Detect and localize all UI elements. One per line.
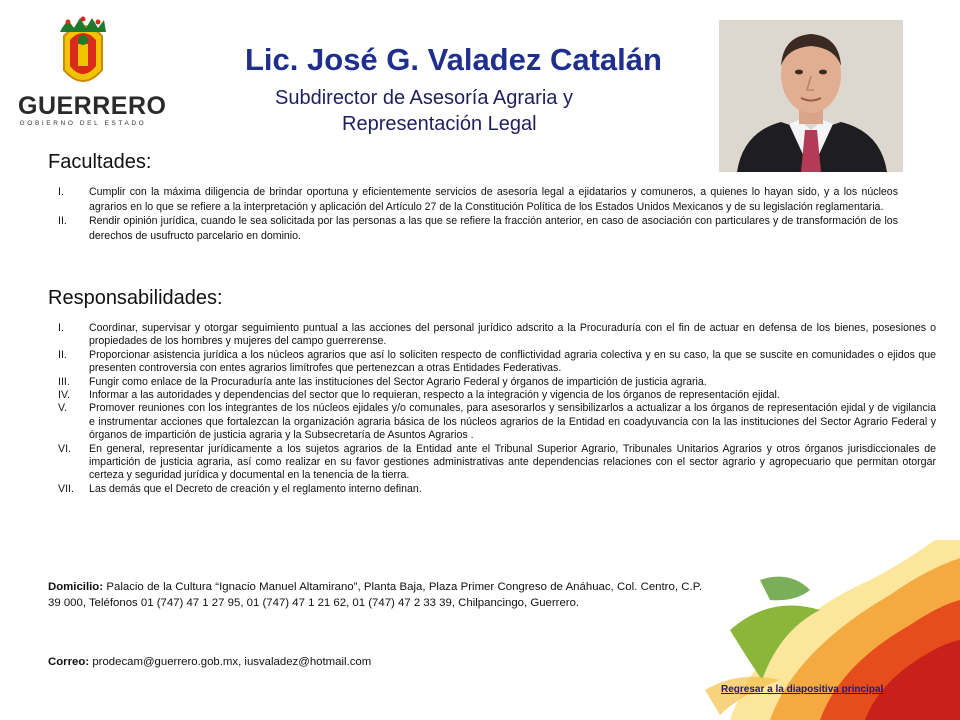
portrait-photo (719, 20, 903, 172)
list-item: VI. En general, representar jurídicamente a los sujetos agrarios de la Entidad ante el Tribunal Superior Agrario, Tribunales Unitarios Agrarios y otros órganos jurisdiccionales de impartición de justicia agraria, así como realizar en su favor gestiones administrativas ante dependencias relaciones con el sector agrario y agropecuario que permitan otorgar certeza y seguridad jurídica y documental en la tenencia de la tierra. (58, 442, 936, 482)
coat-of-arms-icon (56, 14, 110, 94)
email-block (48, 656, 371, 668)
list-item: V. Promover reuniones con los integrantes de los núcleos ejidales y/o comunales, para asesorarlos y sensibilizarlos a actualizar a los órganos de representación ejidal y de vigilancia e instrumentar acciones que fortalezcan la organización agraria básica de los núcleos agrarios de la Entidad en coadyuvancia con la las instituciones del Sector Agrario Federal y órganos de impartición de justicia agraria y la Subsecretaría de Asuntos Agrarios . (58, 402, 936, 442)
email-text: prodecam@guerrero.gob.mx, iusvaladez@hotmail.com (92, 656, 372, 668)
list-item: VII. Las demás que el Decreto de creación y el reglamento interno definan. (58, 482, 422, 495)
address-text: Palacio de la Cultura “Ignacio Manuel Altamirano”, Planta Baja, Plaza Primer Congreso de Anáhuac, Col. Centro, C.P. 39 000, Teléfonos 01 (747) 47 1 27 95, 01 (747) 47 1 21 62, 01 (747) 47 2 33 39, Chilpancingo, Guerrero. (48, 581, 702, 609)
list-item: II. Proporcionar asistencia jurídica a los núcleos agrarios que así lo soliciten respecto de conflictividad agraria colectiva y en su caso, la que se suscite en comunidades o ejidos que presenten controversia con entes agrarios limítrofes que pertenezcan a otras Entidades Federativas. (58, 348, 936, 375)
position-line-1: Subdirector de Asesoría Agraria y (275, 87, 573, 109)
list-item: I. Coordinar, supervisar y otorgar seguimiento puntual a las acciones del personal jurídico adscrito a la Procuraduría con el fin de actuar en defensa de los bienes, posesiones o propiedades de los hombres y mujeres del campo guerrerense. (58, 322, 936, 348)
facultades-list (52, 185, 898, 243)
list-item: I. Cumplir con la máxima diligencia de brindar oportuna y eficientemente servicios de asesoría legal a ejidatarios y comuneros, a quienes lo hayan sido, y a los núcleos agrarios en lo que se refiere a la interpretación y aplicación del Artículo 27 de la Constitución Política de los Estados Unidos Mexicanos y de su legislación reglamentaria. (58, 186, 898, 213)
responsabilidades-list (52, 322, 936, 496)
list-item: II. Rendir opinión jurídica, cuando le sea solicitada por las personas a las que se refiere la fracción anterior, en caso de asociación con particulares y de transformación de los derechos de usufructo parcelario en dominio. (58, 215, 898, 242)
logo-name: GUERRERO (18, 92, 167, 120)
portrait-illustration (719, 20, 903, 172)
back-to-main-slide-link[interactable]: Regresar a la diapositiva principal (721, 684, 884, 695)
address-label: Domicilio: (48, 581, 104, 593)
list-item: IV. Informar a las autoridades y dependencias del sector que lo requieran, respecto a la integración y vigencia de los órganos de representación ejidal. (58, 389, 780, 402)
facultades-heading: Facultades: (48, 151, 152, 173)
position-line-2: Representación Legal (342, 113, 537, 135)
guerrero-logo (18, 14, 167, 130)
list-item: III. Fungir como enlace de la Procuraduría ante las instituciones del Sector Agrario Federal y órganos de impartición de justicia agraria. (58, 375, 707, 388)
email-label: Correo: (48, 656, 90, 668)
responsabilidades-heading: Responsabilidades: (48, 287, 223, 309)
address-block (48, 580, 702, 611)
logo-subtitle: GOBIERNO DEL ESTADO (19, 120, 147, 127)
person-name: Lic. José G. Valadez Catalán (245, 42, 662, 77)
